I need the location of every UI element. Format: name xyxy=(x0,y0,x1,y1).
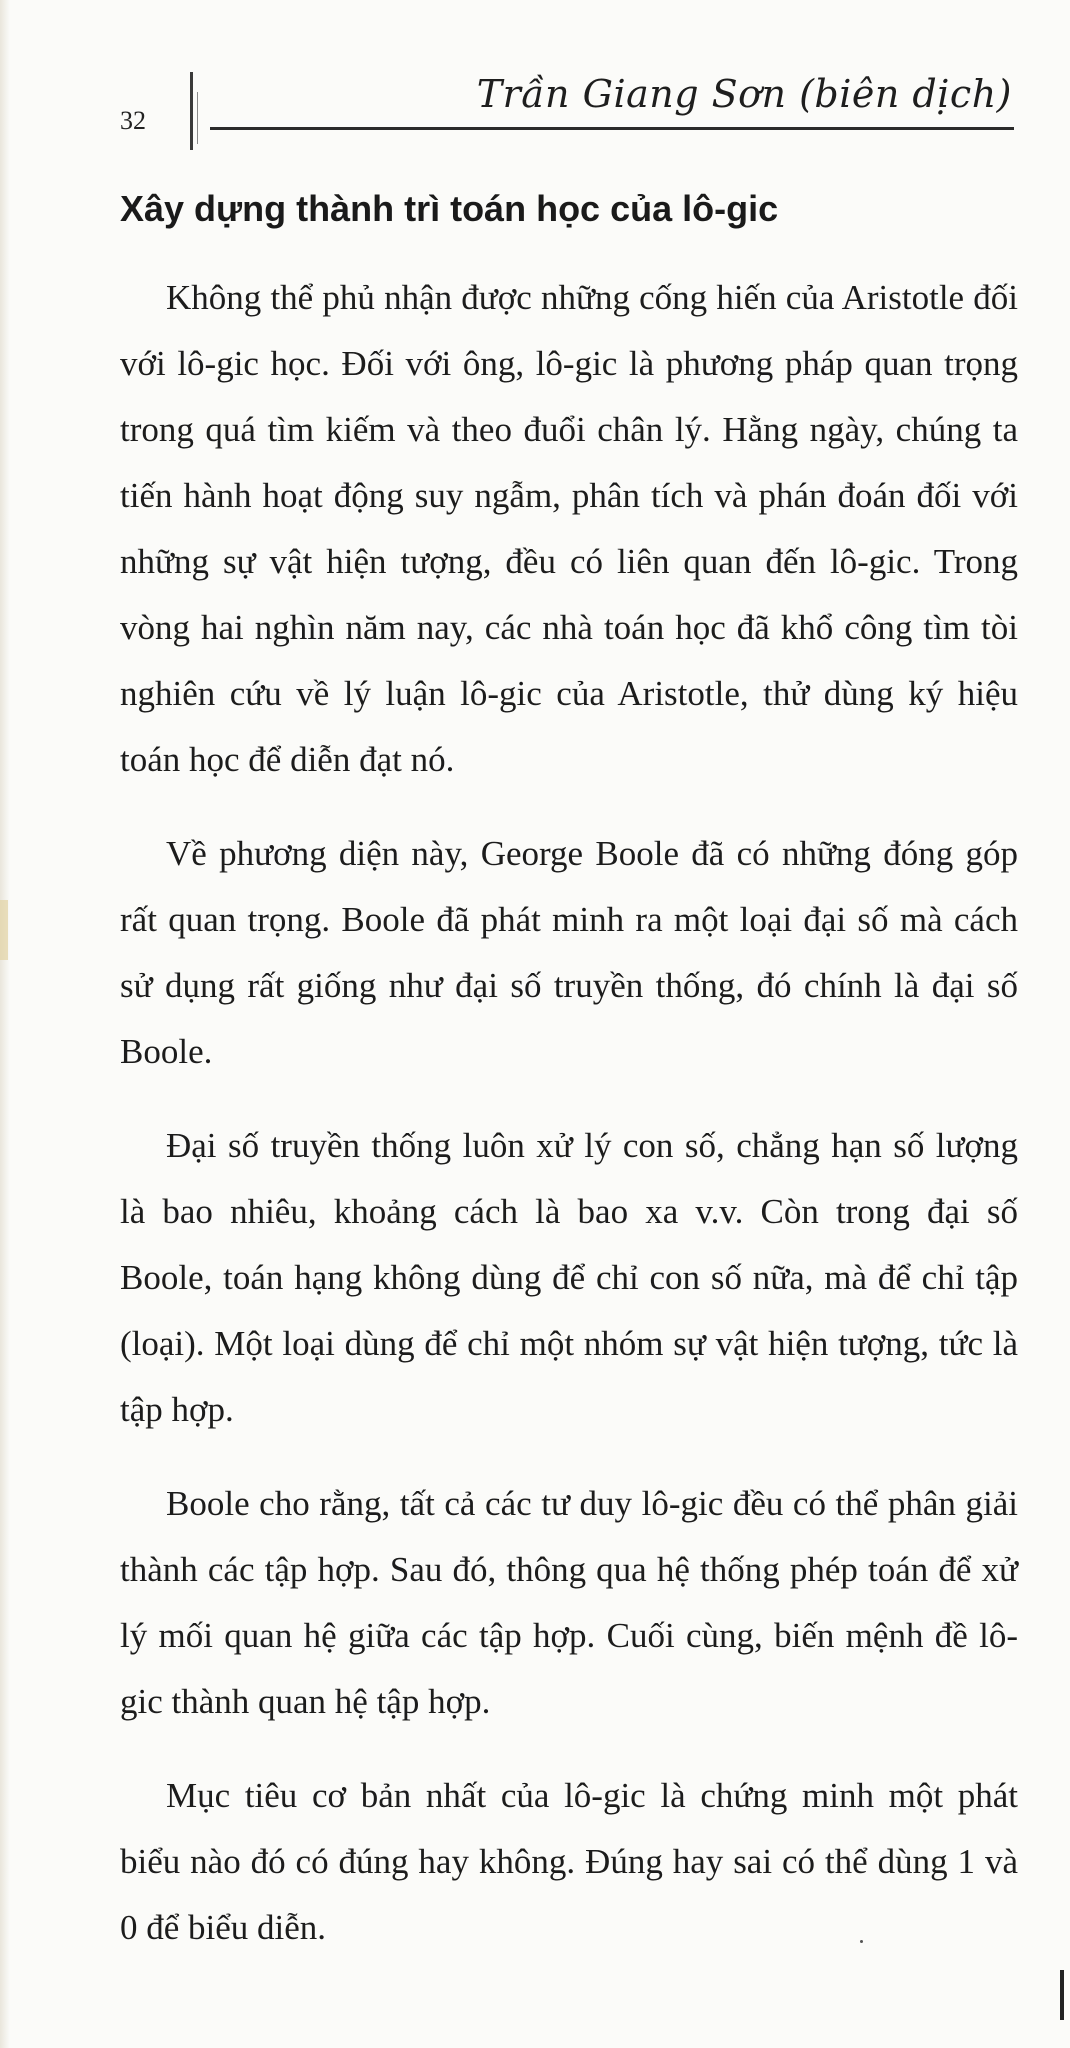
paragraph: Mục tiêu cơ bản nhất của lô-gic là chứng minh một phát biểu nào đó có đúng hay không. Đúng hay sai có thể dùng 1 và 0 để biểu diễn. xyxy=(120,1776,1018,1947)
paragraph: Boole cho rằng, tất cả các tư duy lô-gic đều có thể phân giải thành các tập hợp. Sau đó, thông qua hệ thống phép toán để xử lý mối quan hệ giữa các tập hợp. Cuối cùng, biến mệnh đề lô-gic thành quan hệ tập hợp. xyxy=(120,1484,1018,1721)
body-text xyxy=(120,265,1018,1989)
page-edge-shadow xyxy=(0,0,10,2048)
paragraph: Đại số truyền thống luôn xử lý con số, chẳng hạn số lượng là bao nhiêu, khoảng cách là bao xa v.v. Còn trong đại số Boole, toán hạng không dùng để chỉ con số nữa, mà để chỉ tập (loại). Một loại dùng để chỉ một nhóm sự vật hiện tượng, tức là tập hợp. xyxy=(120,1126,1018,1429)
header-divider-bar-thin xyxy=(197,92,198,144)
section-title: Xây dựng thành trì toán học của lô-gic xyxy=(120,188,779,229)
page-edge-mark xyxy=(1060,1970,1064,2020)
running-head: Trần Giang Sơn (biên dịch) xyxy=(476,72,1012,116)
page-edge-stain xyxy=(0,900,8,960)
paragraph: Về phương diện này, George Boole đã có những đóng góp rất quan trọng. Boole đã phát minh ra một loại đại số mà cách sử dụng rất giống như đại số truyền thống, đó chính là đại số Boole. xyxy=(120,834,1018,1071)
paragraph: Không thể phủ nhận được những cống hiến của Aristotle đối với lô-gic học. Đối với ông, lô-gic là phương pháp quan trọng trong quá tìm kiếm và theo đuổi chân lý. Hằng ngày, chúng ta tiến hành hoạt động suy ngẫm, phân tích và phán đoán đối với những sự vật hiện tượng, đều có liên quan đến lô-gic. Trong vòng hai nghìn năm nay, các nhà toán học đã khổ công tìm tòi nghiên cứu về lý luận lô-gic của Aristotle, thử dùng ký hiệu toán học để diễn đạt nó. xyxy=(120,278,1018,779)
header-rule xyxy=(210,127,1014,130)
page-number: 32 xyxy=(120,106,146,135)
paper-speck xyxy=(860,1940,863,1943)
header-divider-bar xyxy=(190,72,193,150)
